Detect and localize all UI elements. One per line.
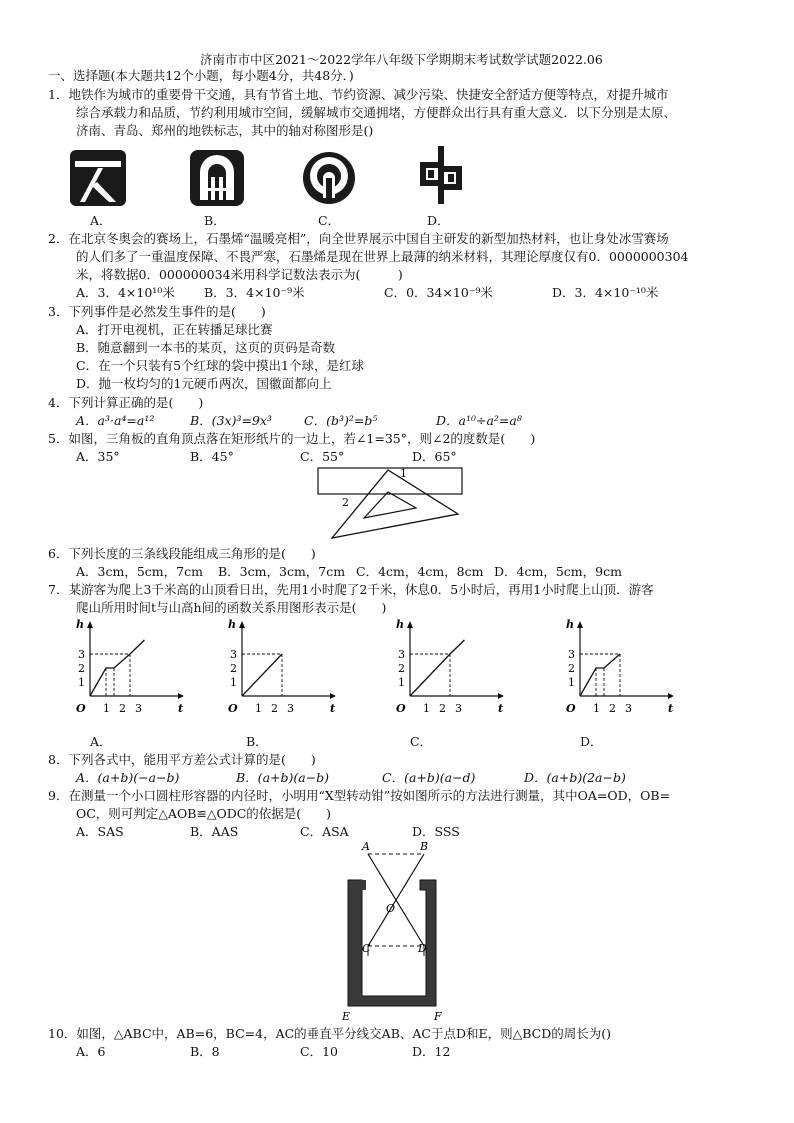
graph-line [580, 654, 620, 696]
q5-angle-2-label: 2 [342, 496, 349, 509]
q7-graph-d [556, 616, 676, 716]
origin-label: O [76, 702, 86, 715]
q9-line-1: 9．在测量一个小口圆柱形容器的内径时，小明用“X型转动钳”按如图所示的方法进行测量，其中OA=OD，OB= [48, 788, 671, 803]
point-o-label: O [386, 902, 396, 915]
origin-label: O [396, 702, 406, 715]
q9-option-a[interactable]: A．SAS [76, 824, 124, 839]
q4-option-c[interactable]: C．(b³)²=b⁵ [304, 413, 378, 428]
q6-option-a[interactable]: A．3cm，5cm，7cm [76, 564, 203, 579]
y-tick-label: 2 [398, 662, 405, 675]
q6-option-b[interactable]: B．3cm，3cm，7cm [218, 564, 346, 579]
y-tick-label: 1 [78, 676, 85, 689]
q2-line-2: 的人们多了一重温度保障、不畏严寒，石墨烯是现在世界上最薄的纳米材料，其理论厚度仅有0．0000000304 [76, 249, 689, 264]
t-axis-arrow [498, 693, 504, 699]
q5-option-c[interactable]: C．55° [300, 449, 345, 464]
graph-line [410, 640, 464, 696]
point-f-label: F [434, 1010, 442, 1023]
q4-option-b[interactable]: B．(3x)³=9x³ [190, 413, 272, 428]
q9-option-c[interactable]: C．ASA [300, 824, 349, 839]
t-axis-label: t [330, 702, 336, 715]
q7-graph-b [218, 616, 338, 716]
x-tick-label: 3 [287, 702, 294, 715]
q3-option-d[interactable]: D．抛一枚均匀的1元硬币两次，国徽面都向上 [76, 376, 332, 391]
t-axis-label: t [668, 702, 674, 715]
q5-option-a[interactable]: A．35° [76, 449, 120, 464]
q10-option-d[interactable]: D．12 [412, 1044, 451, 1059]
q1-option-c[interactable]: C． [318, 213, 341, 228]
t-axis-label: t [178, 702, 184, 715]
q5-option-b[interactable]: B．45° [190, 449, 234, 464]
t-axis-arrow [668, 693, 674, 699]
q4-option-d[interactable]: D．a¹⁰÷a²=a⁸ [436, 413, 522, 428]
zhengzhou-metro-logo [414, 144, 470, 206]
y-tick-label: 3 [568, 648, 575, 661]
q7-option-b[interactable]: B． [246, 734, 268, 749]
x-tick-label: 1 [593, 702, 600, 715]
q3-option-c[interactable]: C．在一个只装有5个红球的袋中摸出1个球，是红球 [76, 358, 364, 373]
x-tick-label: 1 [423, 702, 430, 715]
q6-option-d[interactable]: D．4cm，5cm，9cm [494, 564, 622, 579]
h-axis-arrow [239, 621, 245, 628]
q1-line-3: 济南、青岛、郑州的地铁标志，其中的轴对称图形是() [76, 123, 374, 138]
q5-option-d[interactable]: D．65° [412, 449, 457, 464]
x-tick-label: 1 [255, 702, 262, 715]
y-tick-label: 2 [568, 662, 575, 675]
q5-stem: 5．如图，三角板的直角顶点落在矩形纸片的一边上，若∠1=35°，则∠2的度数是( ) [48, 431, 536, 446]
q1-option-b[interactable]: B． [204, 213, 226, 228]
section-heading: 一、选择题(本大题共12个小题，每小题4分，共48分．) [48, 68, 354, 83]
q8-stem: 8．下列各式中，能用平方差公式计算的是( ) [48, 752, 316, 767]
t-axis-arrow [178, 693, 184, 699]
graph-line [242, 654, 282, 696]
x-tick-label: 3 [135, 702, 142, 715]
x-tick-label: 3 [455, 702, 462, 715]
q9-option-b[interactable]: B．AAS [190, 824, 239, 839]
y-tick-label: 3 [78, 648, 85, 661]
q4-option-a[interactable]: A．a³·a⁴=a¹² [76, 413, 155, 428]
q1-line-2: 综合承载力和品质，节约利用城市空间，缓解城市交通拥堵，方便群众出行具有重大意义．以下分别是太原、 [76, 105, 677, 120]
q8-option-a[interactable]: A．(a+b)(−a−b) [76, 770, 180, 785]
x-tick-label: 3 [625, 702, 632, 715]
origin-label: O [566, 702, 576, 715]
q3-stem: 3．下列事件是必然发生事件的是( ) [48, 304, 266, 319]
q7-option-a[interactable]: A． [90, 734, 112, 749]
q1-line-1: 1．地铁作为城市的重要骨干交通，具有节省土地、节约资源、减少污染、快捷安全舒适方便等特点，对提升城市 [48, 87, 669, 102]
q9-line-2: OC，则可判定△AOB≌△ODC的依据是( ) [76, 806, 332, 821]
q7-graph-c [386, 616, 506, 716]
q5-angle-1-label: 1 [400, 467, 407, 480]
h-axis-label: h [76, 618, 84, 631]
q4-stem: 4．下列计算正确的是( ) [48, 395, 204, 410]
q10-stem: 10．如图，△ABC中，AB=6，BC=4，AC的垂直平分线交AB、AC于点D和E，则△BCD的周长为() [48, 1026, 611, 1041]
h-axis-arrow [577, 621, 583, 628]
h-axis-label: h [228, 618, 236, 631]
t-axis-label: t [498, 702, 504, 715]
y-tick-label: 2 [230, 662, 237, 675]
point-c-label: C [362, 942, 371, 955]
point-e-label: E [342, 1010, 351, 1023]
t-axis-arrow [330, 693, 336, 699]
point-a-label: A [362, 840, 370, 853]
q10-option-c[interactable]: C．10 [300, 1044, 338, 1059]
q8-option-c[interactable]: C．(a+b)(a−d) [382, 770, 476, 785]
q6-stem: 6．下列长度的三条线段能组成三角形的是( ) [48, 546, 316, 561]
q2-option-b[interactable]: B．3．4×10⁻⁹米 [204, 285, 305, 300]
h-axis-label: h [396, 618, 404, 631]
q7-graph-a [66, 616, 186, 716]
q3-option-a[interactable]: A．打开电视机，正在转播足球比赛 [76, 322, 273, 337]
graph-line [90, 640, 144, 696]
q7-option-d[interactable]: D． [580, 734, 603, 749]
q7-line-1: 7．某游客为爬上3千米高的山顶看日出，先用1小时爬了2千米，休息0．5小时后，再用1小时爬上山顶．游客 [48, 582, 654, 597]
y-tick-label: 2 [78, 662, 85, 675]
q10-option-a[interactable]: A．6 [76, 1044, 106, 1059]
point-b-label: B [420, 840, 429, 853]
q9-option-d[interactable]: D．SSS [412, 824, 460, 839]
x-tick-label: 2 [271, 702, 278, 715]
q2-option-a[interactable]: A．3．4×10¹⁰米 [76, 285, 175, 300]
h-axis-label: h [566, 618, 574, 631]
q1-option-d[interactable]: D． [427, 213, 450, 228]
x-tick-label: 1 [103, 702, 110, 715]
y-tick-label: 3 [398, 648, 405, 661]
qingdao-metro-logo [301, 150, 357, 206]
q7-option-c[interactable]: C． [410, 734, 433, 749]
point-d-label: D [418, 942, 427, 955]
x-tick-label: 2 [439, 702, 446, 715]
q10-option-b[interactable]: B．8 [190, 1044, 220, 1059]
q5-figure [310, 462, 465, 542]
y-tick-label: 1 [398, 676, 405, 689]
q2-line-3: 米，将数据0．000000034米用科学记数法表示为( ) [76, 267, 403, 282]
x-tick-label: 2 [119, 702, 126, 715]
q7-line-2: 爬山所用时间t与山高h间的函数关系用图形表示是( ) [76, 600, 387, 615]
h-axis-arrow [407, 621, 413, 628]
q3-option-b[interactable]: B．随意翻到一本书的某页，这页的页码是奇数 [76, 340, 336, 355]
q6-option-c[interactable]: C．4cm，4cm，8cm [356, 564, 484, 579]
q2-option-d[interactable]: D．3．4×10⁻¹⁰米 [552, 285, 659, 300]
q9-figure [340, 838, 450, 1024]
q8-option-b[interactable]: B．(a+b)(a−b) [236, 770, 330, 785]
y-tick-label: 3 [230, 648, 237, 661]
y-tick-label: 1 [568, 676, 575, 689]
x-tick-label: 2 [609, 702, 616, 715]
page-title: 济南市市中区2021～2022学年八年级下学期期末考试数学试题2022.06 [200, 52, 603, 67]
y-tick-label: 1 [230, 676, 237, 689]
q2-line-1: 2．在北京冬奥会的赛场上，石墨烯“温暖亮相”，向全世界展示中国自主研发的新型加热材料，也让身处冰雪赛场 [48, 231, 669, 246]
origin-label: O [228, 702, 238, 715]
q8-option-d[interactable]: D．(a+b)(2a−b) [524, 770, 626, 785]
q2-option-c[interactable]: C．0．34×10⁻⁹米 [384, 285, 493, 300]
q1-option-a[interactable]: A． [90, 213, 112, 228]
taiyuan-metro-logo [70, 150, 126, 206]
h-axis-arrow [87, 621, 93, 628]
jinan-metro-logo [190, 150, 244, 206]
